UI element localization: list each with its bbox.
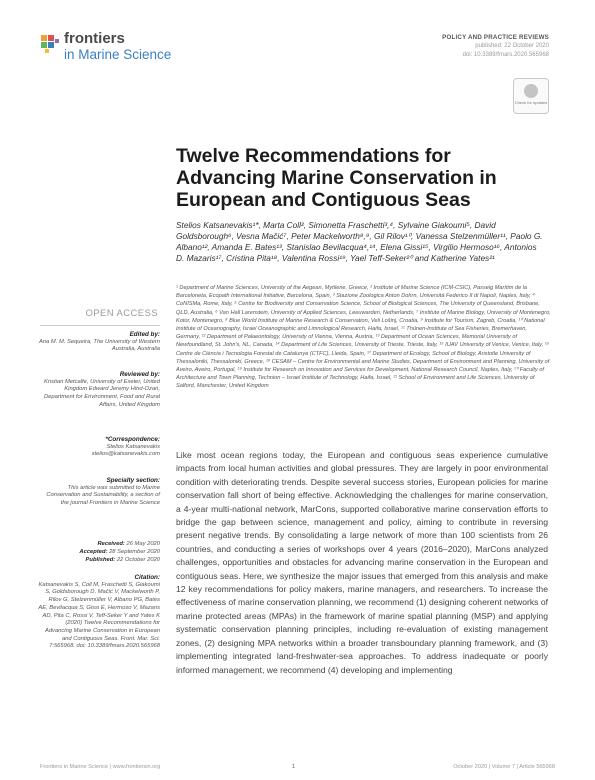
accepted-label: Accepted: — [79, 549, 108, 555]
citation-text: Katsanevakis S, Coll M, Fraschetti S, Giakoumi S, Goldsborough D, Mačić V, Mackelworth P, Rilov G, Stelzenmüller V, Albano PG, Bates AE, Bevilacqua S, Gissi E, Hermoso V, Mazaris AD, Pita C, Rossi V, Teff-Seker Y and Yates K (2020) Twelve Recommendations for Advancing Marine Conservation in European and Contiguous Seas. Front. Mar. Sci. 7:565968. doi: 10.3389/fmars.2020.565968 — [38, 581, 160, 650]
journal-logo[interactable] — [40, 30, 240, 70]
accepted-row — [38, 548, 160, 556]
open-access-label[interactable]: OPEN ACCESS — [85, 308, 158, 319]
logo-text-journal: in Marine Science — [64, 47, 172, 62]
edited-by-text: Ana M. M. Sequeira, The University of Western Australia, Australia — [38, 338, 160, 353]
correspondence-text[interactable]: Stelios Katsanevakis stelios@katsanevakis.com — [91, 443, 160, 458]
published-date: published: 22 October 2020 — [475, 43, 549, 49]
published-date-side: 22 October 2020 — [116, 557, 160, 563]
specialty-text: This article was submitted to Marine Conservation and Sustainability, a section of the journal Frontiers in Marine Science — [46, 484, 160, 507]
check-updates-label: Check for updates — [514, 100, 548, 105]
frontiers-logo-icon — [40, 34, 60, 54]
correspondence-heading: *Correspondence: — [105, 436, 160, 443]
correspondence-block — [38, 436, 160, 459]
check-for-updates-button[interactable] — [513, 78, 549, 114]
received-label: Received: — [97, 541, 125, 547]
affiliations: ¹ Department of Marine Sciences, University of the Aegean, Mytilene, Greece, ² Institute of Marine Science (ICM-CSIC), Passeig Marítim de la Barceloneta, Ecopath International Initiative, Barcelona, Spain, ³ Stazione Zoologica Anton Dohrn, Università Federico II di Napoli, Naples, Italy, ⁴ CoNISMa, Rome, Italy, ⁵ Centre for Biodiversity and Conservation Science, School of Biological Sciences, The University of Queensland, Brisbane, QLD, Australia, ⁶ Van Hall Larenstein, University of Applied Sciences, Leeuwarden, Netherlands, ⁷ Institute of Marine Biology, University of Montenegro, Kotor, Montenegro, ⁸ Blue World Institute of Marine Research & Conservation, Veli Lošinj, Croatia, ⁹ Institute for Tourism, Zagreb, Croatia, ¹⁰ National Institute of Oceanography, Israel Oceanographic and Limnological Research, Haifa, Israel, ¹¹ Thünen-Institute of Sea Fisheries, Bremerhaven, Germany, ¹² Department of Palaeontology, University of Vienna, Vienna, Austria, ¹³ Department of Ocean Sciences, Memorial University of Newfoundland, St. John's, NL, Canada, ¹⁴ Department of Life Sciences, University of Trieste, Trieste, Italy, ¹⁵ IUAV University of Venice, Venice, Italy, ¹⁶ Centre de Ciència i Tecnologia Forestal de Catalunya (CTFC), Lleida, Spain, ¹⁷ Department of Ecology, School of Biology, Aristotle University of Thessaloniki, Thessaloniki, Greece, ¹⁸ CESAM – Centre for Environmental and Marine Studies, Department of Environment and Planning, University of Aveiro, Aveiro, Portugal, ¹⁹ Institute for Research on Innovation and Services for Development, National Research Council, Naples, Italy, ²⁰ Faculty of Architecture and Town Planning, Technion – Israel Institute of Technology, Haifa, Israel, ²¹ School of Environment and Life Sciences, University of Salford, Manchester, United Kingdom — [176, 285, 551, 390]
footer-issue-info: October 2020 | Volume 7 | Article 565968 — [453, 764, 555, 770]
sidebar-divider — [40, 325, 160, 326]
edited-by-heading: Edited by: — [129, 331, 160, 338]
published-label: Published: — [85, 557, 116, 563]
article-header — [329, 33, 549, 60]
reviewed-by-text: Kristian Metcalfe, University of Exeter, United Kingdom Edward Jeremy Hind-Ozan, Department for Environment, Food and Rural Affairs, United Kingdom — [44, 378, 160, 408]
check-updates-icon — [524, 84, 538, 98]
citation-block — [38, 574, 160, 651]
specialty-heading: Specialty section: — [106, 477, 160, 484]
citation-heading: Citation: — [134, 574, 160, 581]
edited-by-block — [38, 331, 160, 354]
article-title: Twelve Recommendations for Advancing Marine Conservation in European and Contiguous Seas — [176, 145, 497, 211]
specialty-section-block — [38, 477, 160, 508]
abstract: Like most ocean regions today, the European and contiguous seas experience cumulative impacts from local human activities and global pressures. They are largely in poor environmental condition with deteriorating trends. Despite several success stories, European policies for marine conservation fall short of being effective. Acknowledging the challenges for marine conservation, a 4-year multi-national network, MarCons, supported collaborative marine conservation efforts to bridge the gap between science, management and policy, aiming to contribute in reversing present negative trends. By consolidating a large network of more than 100 scientists from 26 countries, and conducting a series of workshops over 4 years (2016–2020), MarCons analyzed challenges, opportunities and obstacles for advancing marine conservation in the European and contiguous seas. Here, we synthesize the major issues that emerged from this analysis and make 12 key recommendations for policy makers, marine managers, and researchers. To increase the effectiveness of marine conservation planning, we recommend (1) designing coherent networks of marine protected areas (MPAs) in the framework of marine spatial planning (MSP) and applying systematic conservation planning principles, including re-evaluation of existing management zones, (2) designing MPA networks within a broader transboundary planning framework, and (3) implementing integrated land-freshwater-sea approaches. To address inadequate or poorly informed management, we recommend (4) developing and implementing — [176, 450, 548, 675]
reviewed-by-block — [38, 371, 160, 410]
doi-link[interactable]: doi: 10.3389/fmars.2020.565968 — [462, 52, 549, 58]
received-row — [38, 540, 160, 548]
received-date: 26 May 2020 — [126, 541, 160, 547]
logo-text-frontiers: frontiers — [64, 30, 125, 47]
article-type: POLICY AND PRACTICE REVIEWS — [442, 34, 549, 41]
footer-journal-link[interactable]: Frontiers in Marine Science | www.frontiersin.org — [40, 764, 161, 770]
reviewed-by-heading: Reviewed by: — [119, 371, 160, 378]
published-row — [38, 556, 160, 564]
accepted-date: 28 September 2020 — [109, 549, 160, 555]
page-number: 1 — [292, 764, 296, 770]
author-list: Stelios Katsanevakis¹*, Marta Coll², Simonetta Fraschetti³,⁴, Sylvaine Giakoumi⁵, David Goldsborough⁶, Vesna Mačić⁷, Peter Mackelworth⁸,⁹, Gil Rilov¹⁰, Vanessa Stelzenmüller¹¹, Paolo G. Albano¹², Amanda E. Bates¹³, Stanislao Bevilacqua⁴,¹⁴, Elena Gissi¹⁵, Virgilio Hermoso¹⁶, Antonios D. Mazaris¹⁷, Cristina Pita¹⁸, Valentina Rossi¹⁹, Yael Teff-Seker²⁰ and Katherine Yates²¹ — [176, 220, 543, 263]
dates-block — [38, 540, 160, 564]
